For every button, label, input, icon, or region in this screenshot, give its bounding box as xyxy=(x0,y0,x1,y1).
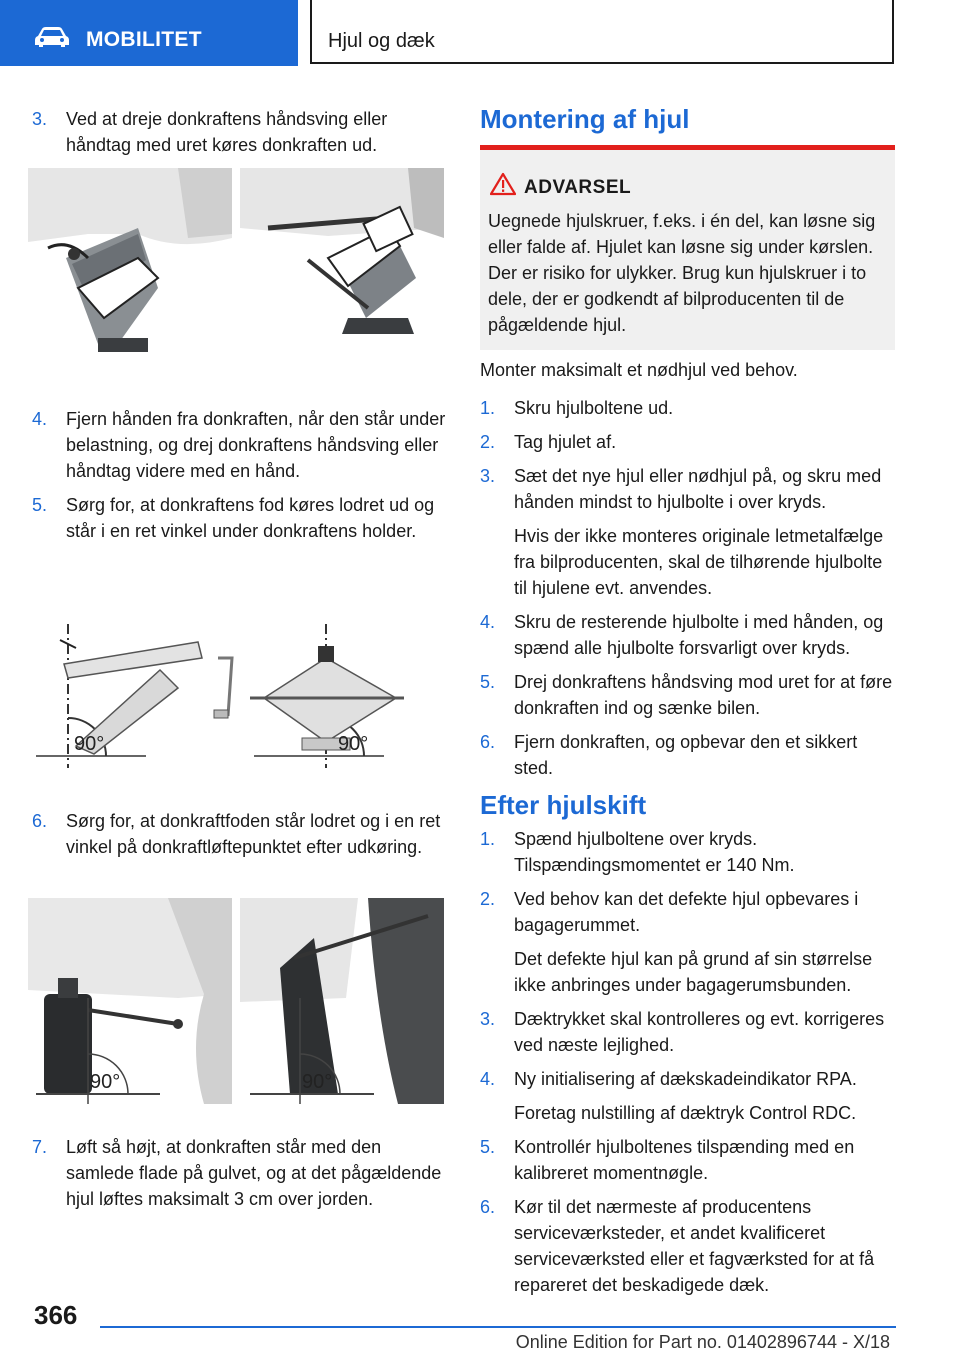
step-text: Ny initialisering af dækskadeindikator RPA. xyxy=(514,1069,857,1089)
footer-line xyxy=(100,1326,896,1352)
list-item xyxy=(32,492,450,544)
list-item xyxy=(480,729,895,781)
chapter-title-box xyxy=(310,0,894,64)
step-number: 3. xyxy=(480,466,496,486)
list-item xyxy=(480,609,895,661)
page-number: 366 xyxy=(34,1300,78,1330)
angle-label: 90° xyxy=(90,1071,121,1093)
step-text: Kør til det nærmeste af producentens serviceværksteder, et andet kvalificeret serviceværksted eller et fagværksted for at få repareret det beskadigede dæk. xyxy=(514,1197,875,1295)
list-item xyxy=(480,1134,895,1186)
list-item xyxy=(32,808,450,860)
step-text: Fjern hånden fra donkraften, når den står under belastning, og drej donkraftens håndsving eller håndtag videre med en hånd. xyxy=(66,409,446,481)
step-text: Dæktrykket skal kontrolleres og evt. korrigeres ved næste lejlighed. xyxy=(514,1009,885,1055)
step-text: Drej donkraftens håndsving mod uret for at føre donkraften ind og sænke bilen. xyxy=(514,672,893,718)
intro-text: Monter maksimalt et nødhjul ved behov. xyxy=(480,360,798,380)
page-header xyxy=(0,0,960,66)
step-number: 2. xyxy=(480,432,496,452)
jack-foot-figure xyxy=(28,898,444,1104)
step-number: 4. xyxy=(480,1069,496,1089)
list-item xyxy=(32,406,450,484)
step-number: 6. xyxy=(480,1197,496,1217)
step-number: 3. xyxy=(480,1009,496,1029)
list-item xyxy=(480,1006,895,1058)
warning-text: Uegnede hjulskruer, f.eks. i én del, kan løsne sig eller falde af. Hjulet kan løsne sig under kørslen. Der er risiko for ulykker. Brug kun hjulskruer i to dele, der er godkendt af bilproducenten til de pågældende hjul. xyxy=(488,211,876,335)
step-number: 4. xyxy=(32,409,48,429)
step-number: 3. xyxy=(32,109,48,129)
list-item xyxy=(480,463,895,515)
list-item xyxy=(480,826,895,878)
edition-text: Online Edition for Part no. 01402896744 - X/18 xyxy=(515,1332,890,1352)
car-icon xyxy=(34,26,70,48)
left-column-block-b xyxy=(32,406,450,552)
angle-label: 90° xyxy=(302,1071,333,1093)
step-text: Kontrollér hjulboltenes tilspænding med en kalibreret momentnøgle. xyxy=(514,1137,855,1183)
left-column-block-d xyxy=(32,1134,450,1220)
step-text: Sørg for, at donkraftfoden står lodret og i en ret vinkel på donkraftløftepunktet efter udkøring. xyxy=(66,811,441,857)
list-item xyxy=(480,1194,895,1298)
step-number: 7. xyxy=(32,1137,48,1157)
heading-efter-hjulskift: Efter hjulskift xyxy=(480,790,647,820)
step-text: Løft så højt, at donkraften står med den samlede flade på gulvet, og at det pågældende hjul løftes maksimalt 3 cm over jorden. xyxy=(66,1137,442,1209)
step-text: Ved behov kan det defekte hjul opbevares i bagagerummet. xyxy=(514,889,859,935)
list-item xyxy=(480,669,895,721)
step-number: 2. xyxy=(480,889,496,909)
section-tab[interactable] xyxy=(0,0,298,66)
right-column-mount xyxy=(480,357,895,789)
list-item xyxy=(32,1134,450,1212)
step-number: 5. xyxy=(480,1137,496,1157)
section-label: MOBILITET xyxy=(86,28,202,51)
step-number: 6. xyxy=(32,811,48,831)
step-text: Skru de resterende hjulbolte i med hånden, og spænd alle hjulbolte forsvarligt over kryds. xyxy=(514,612,884,658)
list-item xyxy=(480,429,895,455)
step-text: Tag hjulet af. xyxy=(514,432,617,452)
jack-angle-figure xyxy=(28,618,444,768)
step-note: Hvis der ikke monteres originale letmetalfælge fra bilproducenten, skal de tilhørende hjulbolte til hjulene evt. anvendes. xyxy=(514,526,884,598)
jack-crank-figure xyxy=(28,168,444,360)
warning-box xyxy=(480,145,895,350)
step-text: Fjern donkraften, og opbevar den et sikkert sted. xyxy=(514,732,858,778)
list-item xyxy=(480,1066,895,1092)
step-text: Spænd hjulboltene over kryds. Tilspændingsmomentet er 140 Nm. xyxy=(514,829,795,875)
step-number: 1. xyxy=(480,829,496,849)
left-column-block-a xyxy=(32,106,450,166)
step-number: 5. xyxy=(32,495,48,515)
step-note: Det defekte hjul kan på grund af sin størrelse ikke anbringes under bagagerumsbunden. xyxy=(514,949,873,995)
warning-title: ADVARSEL xyxy=(524,177,632,198)
step-text: Sæt det nye hjul eller nødhjul på, og skru med hånden mindst to hjulbolte i over kryds. xyxy=(514,466,882,512)
step-note: Foretag nulstilling af dæktryk Control RDC. xyxy=(514,1103,857,1123)
list-item xyxy=(480,395,895,421)
list-item xyxy=(32,106,450,158)
left-column-block-c xyxy=(32,808,450,868)
step-number: 5. xyxy=(480,672,496,692)
right-column-after xyxy=(480,826,895,1306)
angle-label: 90° xyxy=(74,733,105,755)
list-item xyxy=(480,886,895,938)
step-text: Skru hjulboltene ud. xyxy=(514,398,674,418)
angle-label: 90° xyxy=(338,733,369,755)
chapter-title: Hjul og dæk xyxy=(328,30,435,52)
step-text: Ved at dreje donkraftens håndsving eller håndtag med uret køres donkraften ud. xyxy=(66,109,388,155)
step-number: 6. xyxy=(480,732,496,752)
heading-montering: Montering af hjul xyxy=(480,104,690,134)
step-number: 1. xyxy=(480,398,496,418)
step-text: Sørg for, at donkraftens fod køres lodret ud og står i en ret vinkel under donkraftens holder. xyxy=(66,495,435,541)
step-number: 4. xyxy=(480,612,496,632)
warning-icon xyxy=(490,172,516,196)
